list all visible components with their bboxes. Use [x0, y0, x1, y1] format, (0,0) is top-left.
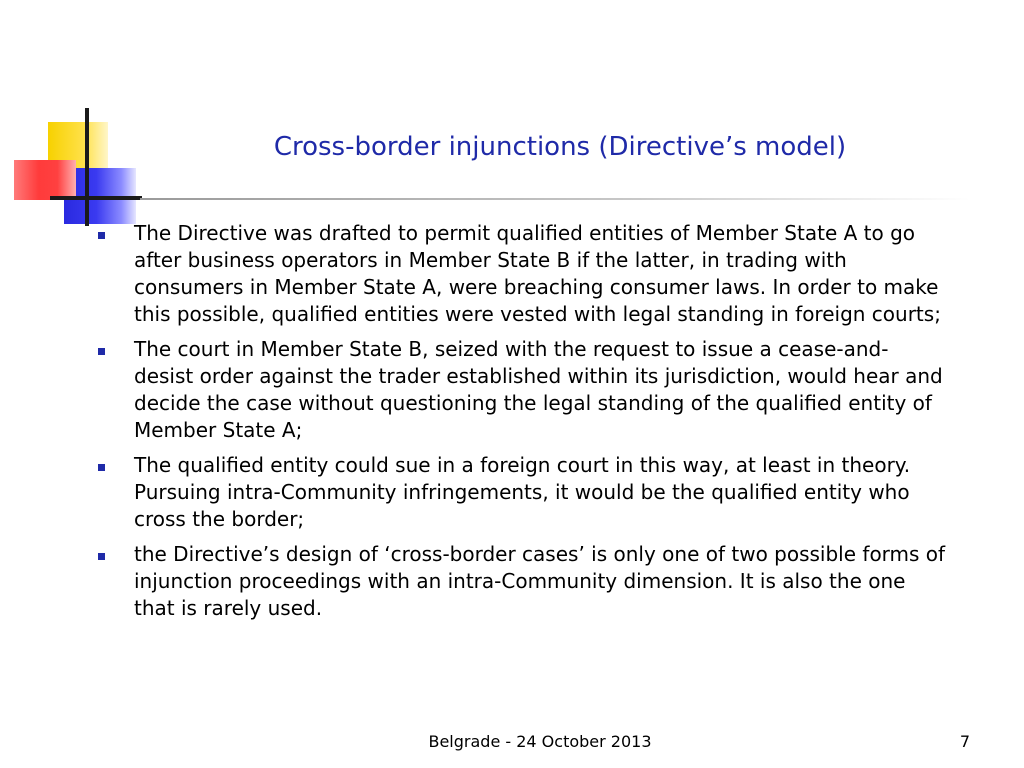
bullet-item	[96, 541, 946, 622]
bullet-text: The qualified entity could sue in a foreign court in this way, at least in theory. Pursuing intra-Community infringements, it would be the qualified entity who cross the border;	[134, 453, 911, 531]
footer-text: Belgrade - 24 October 2013	[428, 732, 652, 751]
square-bullet-icon	[98, 232, 105, 239]
colored-squares-logo	[0, 0, 170, 240]
square-bullet-icon	[98, 553, 105, 560]
slide-title: Cross-border injunctions (Directive’s model)	[273, 132, 847, 162]
title-divider	[140, 198, 970, 200]
bullet-text: the Directive’s design of ‘cross-border cases’ is only one of two possible forms of injunction proceedings with an intra-Community dimension. It is also the one that is rarely used.	[134, 542, 946, 620]
red-square	[14, 160, 76, 200]
bullet-text: The court in Member State B, seized with the request to issue a cease-and-desist order against the trader established within its jurisdiction, would hear and decide the case without questioning the legal standing of the qualified entity of Member State A;	[134, 337, 943, 442]
square-bullet-icon	[98, 464, 105, 471]
page-number: 7	[959, 732, 970, 751]
horizontal-bar	[50, 196, 142, 200]
square-bullet-icon	[98, 348, 105, 355]
vertical-bar	[85, 108, 89, 226]
bullet-list	[96, 220, 946, 630]
bullet-item	[96, 452, 946, 533]
bullet-item	[96, 336, 946, 444]
bullet-text: The Directive was drafted to permit qualified entities of Member State A to go after business operators in Member State B if the latter, in trading with consumers in Member State A, were breaching consumer laws. In order to make this possible, qualified entities were vested with legal standing in foreign courts;	[134, 221, 941, 326]
bullet-item	[96, 220, 946, 328]
